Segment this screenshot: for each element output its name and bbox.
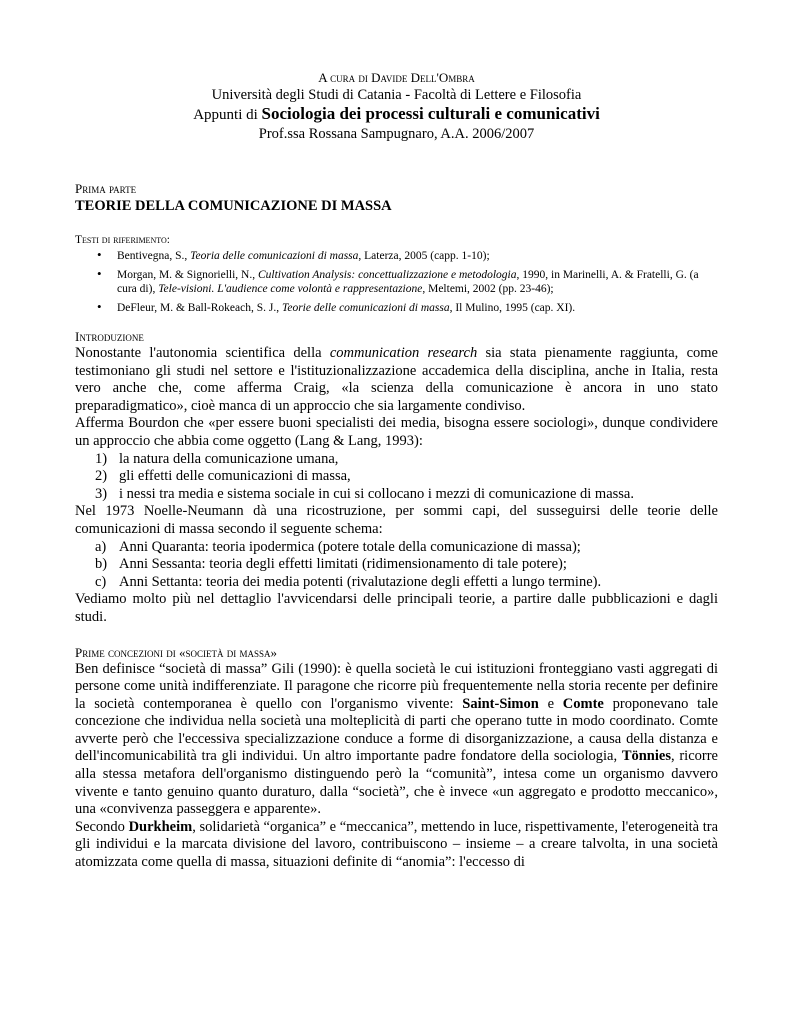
list-item: a) Anni Quaranta: teoria ipodermica (potere totale della comunicazione di massa); <box>95 538 581 555</box>
list-item: 3) i nessi tra media e sistema sociale in cui si collocano i mezzi di comunicazione di massa. <box>95 485 634 502</box>
list-item: 2) gli effetti delle comunicazioni di massa, <box>95 468 351 485</box>
document-page <box>75 70 718 872</box>
university-line: Università degli Studi di Catania - Facoltà di Lettere e Filosofia <box>211 87 582 103</box>
section-heading-intro: Introduzione <box>75 329 144 344</box>
reference-item: • DeFleur, M. & Ball-Rokeach, S. J., Teorie delle comunicazioni di massa, Il Mulino, 1995 (cap. XI). <box>97 298 576 314</box>
document-header <box>75 70 718 143</box>
paragraph: Ben definisce “società di massa” Gili (1990): è quella società le cui istituzioni fronteggiano vasti aggregati di persone come unità indifferenziate. Il paragone che ricorre più frequentemente nella storia recente per definire la società contemporanea è quello con l'organismo vivente: Saint-Simon e Comte proponevano tale concezione che individua nella società una molteplicità di parti che operano tutte in modo coordinato. Comte avverte però che l'eccessiva specializzazione conduce a forme di disorganizzazione, a causa della distanza e dell'incomunicabilità tra gli individui. Un altro importante padre fondatore della sociologia, Tönnies, ricorre alla stessa metafora dell'organismo distinguendo però la “comunità”, intesa come un organismo davvero vivente e tanto genuino quanto duraturo, dalla “società”, che è invece «un aggregato e prodotto meccanico», una «convivenza passeggera e apparente». <box>75 660 719 818</box>
references-label: Testi di riferimento: <box>75 234 170 246</box>
reference-item: • Bentivegna, S., Teoria delle comunicazioni di massa, Laterza, 2005 (capp. 1-10); <box>97 247 490 262</box>
course-name: Sociologia dei processi culturali e comunicativi <box>261 104 600 123</box>
list-item: c) Anni Settanta: teoria dei media potenti (rivalutazione degli effetti a lungo termine). <box>95 573 602 590</box>
professor-line: Prof.ssa Rossana Sampugnaro, A.A. 2006/2007 <box>258 126 535 142</box>
list-item: b) Anni Sessanta: teoria degli effetti limitati (ridimensionamento di tale potere); <box>95 556 567 573</box>
lettered-list <box>75 539 718 592</box>
list-item: 1) la natura della comunicazione umana, <box>95 450 339 467</box>
author-line: A cura di Davide Dell'Ombra <box>318 70 475 85</box>
paragraph: Nonostante l'autonomia scientifica della communication research sia stata pienamente raggiunta, come testimoniano gli studi nel settore e l'istituzionalizzazione accademica della disciplina, anche in Italia, resta vero anche che, come afferma Craig, «la scienza della comunicazione è ancora in uno stato preparadigmatico», cioè manca di un approccio che sia largamente condiviso. <box>75 345 718 414</box>
section-heading-mass-society: Prime concezioni di «società di massa» <box>75 644 277 660</box>
paragraph: Vediamo molto più nel dettaglio l'avvicendarsi delle principali teorie, a partire dalle pubblicazioni e dagli studi. <box>75 591 718 625</box>
reference-item: • Morgan, M. & Signorielli, N., Cultivation Analysis: concettualizzazione e metodologia, 1990, in Marinelli, A. & Fratelli, G. (a cura di), Tele-visioni. L'audience come volontà e rappresentazione, Meltemi, 2002 (pp. 23-46); <box>97 265 699 295</box>
bullet-icon: • <box>97 265 102 281</box>
course-prefix: Appunti di <box>193 107 262 123</box>
paragraph: Nel 1973 Noelle-Neumann dà una ricostruzione, per sommi capi, del susseguirsi delle teorie delle comunicazioni di massa secondo il seguente schema: <box>75 503 718 537</box>
course-line <box>75 104 718 125</box>
bullet-icon: • <box>97 247 102 262</box>
part-title: TEORIE DELLA COMUNICAZIONE DI MASSA <box>75 198 392 214</box>
numbered-list <box>75 451 718 504</box>
references-list <box>75 249 718 315</box>
part-label: Prima parte <box>75 181 137 196</box>
paragraph: Secondo Durkheim, solidarietà “organica” e “meccanica”, mettendo in luce, rispettivamente, l'eterogeneità tra gli individui e la marcata divisione del lavoro, contribuiscono – insieme – a creare talvolta, in una società atomizzata come quella di massa, situazioni definite di “anomia”: l'eccesso di <box>75 818 719 871</box>
bullet-icon: • <box>97 298 102 314</box>
paragraph: Afferma Bourdon che «per essere buoni specialisti dei media, bisogna essere sociologi», dunque condividere un approccio che abbia come oggetto (Lang & Lang, 1993): <box>75 415 718 449</box>
